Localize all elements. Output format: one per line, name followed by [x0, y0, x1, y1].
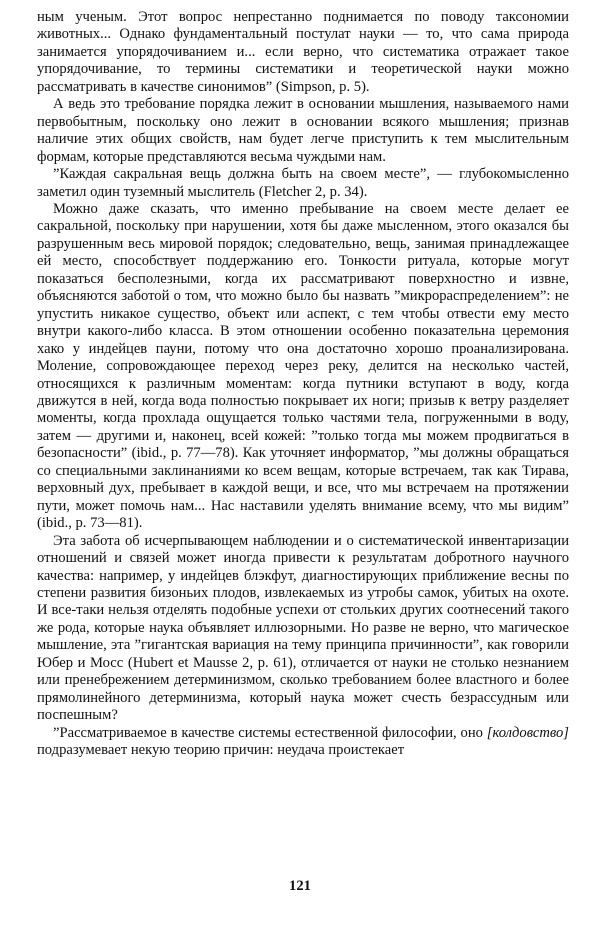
paragraph-6-end: подразумевает некую теорию причин: неудача проистекает [37, 742, 405, 759]
paragraph-6-start: ”Рассматриваемое в качестве системы естественной философии, оно [53, 724, 487, 741]
paragraph-4: Можно даже сказать, что именно пребывание на своем месте делает ее сакральной, поскольку при нарушении, хотя бы даже мысленном, этого оказался бы разрушенным весь мировой порядок; следовательно, вещь, занимая принадлежащее ей место, способствует поддержанию его. Тонкости ритуала, которые могут показаться бесполезными, когда их рассматривают поверхностно и извне, объясняются заботой о том, что можно было бы назвать ”микрораспределением”: не упустить никакое существо, объект или аспект, с тем чтобы отвести ему место внутри какого-либо класса. В этом отношении особенно показательна церемония хако у индейцев пауни, потому что она достаточно хорошо проанализирована. Моление, сопровождающее переход через реку, делится на несколько частей, относящихся к различным моментам: когда путники вступают в воду, когда движутся в ней, когда вода полностью покрывает их ноги; призыв к ветру разделяет моменты, когда прохлада ощущается только частями тела, погруженными в воду, затем — другими и, наконец, всей кожей: ”только тогда мы можем продвигаться в безопасности” (ibid., p. 77—78). Как уточняет информатор, ”мы должны обращаться со специальными заклинаниями ко всем вещам, которые встречаем, так как Тирава, верховный дух, пребывает в каждой вещи, и все, что мы встречаем на протяжении пути, может помочь нам... Нас наставили уделять внимание всему, что мы видим” (ibid., p. 73—81). [37, 200, 569, 532]
page-body [37, 9, 569, 759]
paragraph-1: ным ученым. Этот вопрос непрестанно поднимается по поводу таксономии животных... Однако фундаментальный постулат науки — то, что сама природа занимается упорядочиванием и... если верно, что систематика отражает такое упорядочивание, то термины систематики и теоретической науки можно рассматривать в качестве синонимов” (Simpson, p. 5). [37, 9, 569, 95]
paragraph-6 [37, 725, 569, 760]
paragraph-3: ”Каждая сакральная вещь должна быть на своем месте”, — глубокомысленно заметил один туземный мыслитель (Fletcher 2, p. 34). [37, 166, 569, 200]
page-number: 121 [289, 878, 311, 894]
paragraph-5: Эта забота об исчерпывающем наблюдении и о систематической инвентаризации отношений и связей может иногда привести к результатам добротного научного качества: например, у индейцев блэкфут, диагностирующих приближение весны по степени развития бизоньих плодов, извлекаемых из утробы самок, убитых на охоте. И все-таки нельзя отделять подобные успехи от стольких других соотнесений такого же рода, которые наука объявляет иллюзорными. Но разве не верно, что магическое мышление, эта ”гигантская вариация на тему принципа причинности”, как говорили Юбер и Мосс (Hubert et Mausse 2, p. 61), отличается от науки не столько незнанием или пренебрежением детерминизмом, сколько требованием более властного и более прямолинейного детерминизма, который наука может счесть безрассудным или поспешным? [37, 532, 569, 724]
paragraph-2: А ведь это требование порядка лежит в основании мышления, называемого нами первобытным, поскольку оно лежит в основании всякого мышления; признав наличие этих общих свойств, нам будет легче приступить к тем мыслительным формам, которые представляются весьма чуждыми нам. [37, 96, 569, 165]
paragraph-6-italic: [колдовство] [486, 724, 569, 741]
